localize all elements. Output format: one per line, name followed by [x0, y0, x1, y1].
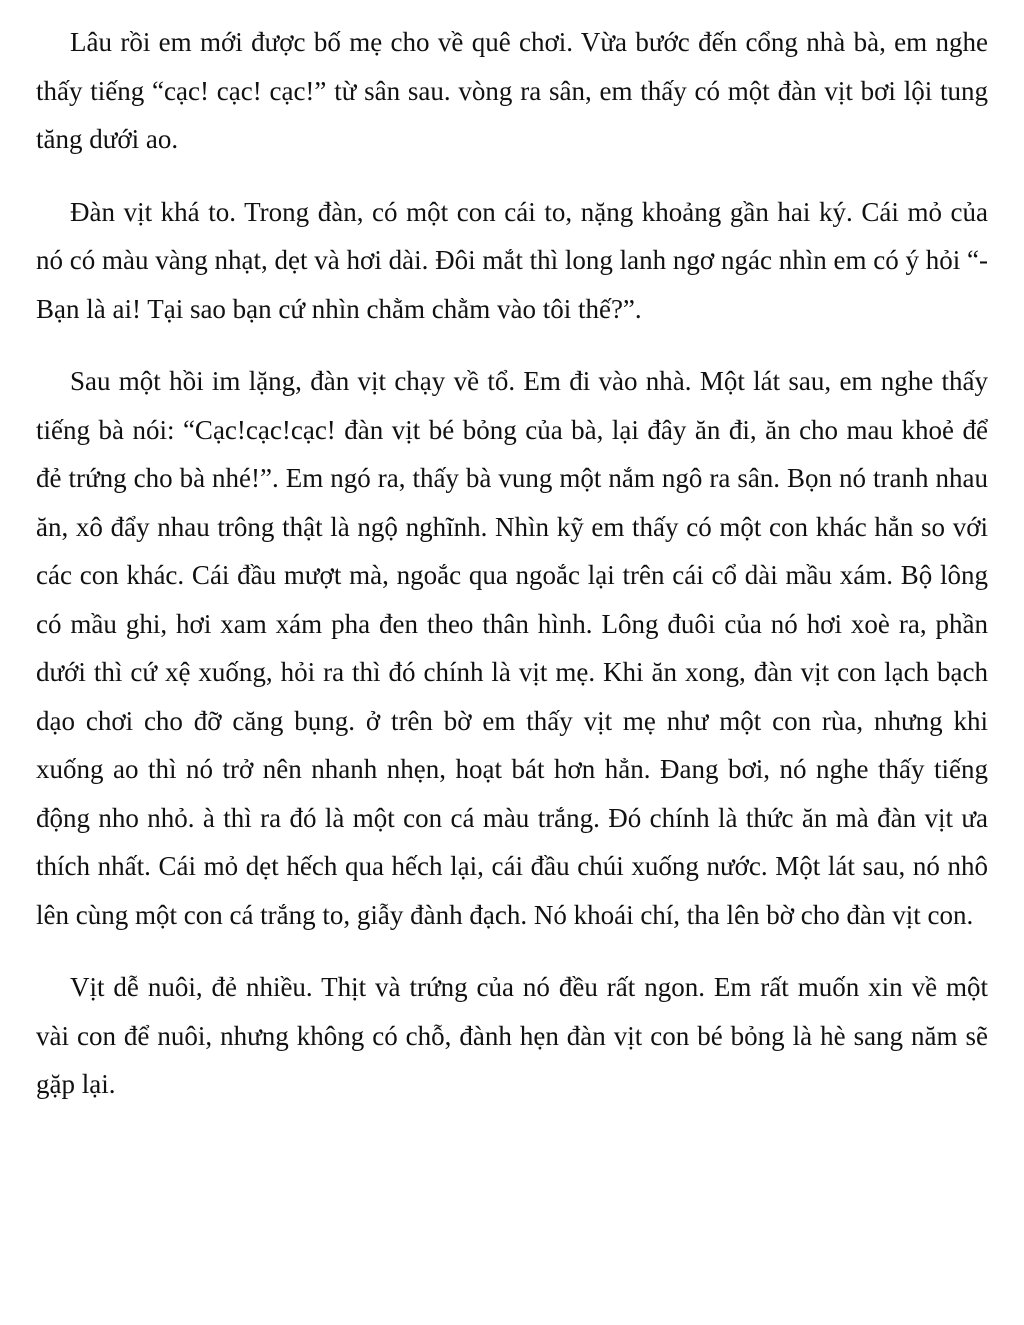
- paragraph-feeding-scene: Sau một hồi im lặng, đàn vịt chạy về tổ. Em đi vào nhà. Một lát sau, em nghe thấy tiếng bà nói: “Cạc!cạc!cạc! đàn vịt bé bỏng của bà, lại đây ăn đi, ăn cho mau khoẻ để đẻ trứng cho bà nhé!”. Em ngó ra, thấy bà vung một nắm ngô ra sân. Bọn nó tranh nhau ăn, xô đẩy nhau trông thật là ngộ nghĩnh. Nhìn kỹ em thấy có một con khác hẳn so với các con khác. Cái đầu mượt mà, ngoắc qua ngoắc lại trên cái cổ dài mầu xám. Bộ lông có mầu ghi, hơi xam xám pha đen theo thân hình. Lông đuôi của nó hơi xoè ra, phần dưới thì cứ xệ xuống, hỏi ra thì đó chính là vịt mẹ. Khi ăn xong, đàn vịt con lạch bạch dạo chơi cho đỡ căng bụng. ở trên bờ em thấy vịt mẹ như một con rùa, nhưng khi xuống ao thì nó trở nên nhanh nhẹn, hoạt bát hơn hẳn. Đang bơi, nó nghe thấy tiếng động nho nhỏ. à thì ra đó là một con cá màu trắng. Đó chính là thức ăn mà đàn vịt ưa thích nhất. Cái mỏ dẹt hếch qua hếch lại, cái đầu chúi xuống nước. Một lát sau, nó nhô lên cùng một con cá trắng to, giẫy đành đạch. Nó khoái chí, tha lên bờ cho đàn vịt con.: [36, 366, 988, 930]
- paragraph-conclusion: Vịt dễ nuôi, đẻ nhiều. Thịt và trứng của nó đều rất ngon. Em rất muốn xin về một vài con để nuôi, nhưng không có chỗ, đành hẹn đàn vịt con bé bỏng là hè sang năm sẽ gặp lại.: [36, 972, 988, 1099]
- paragraph-duck-description: Đàn vịt khá to. Trong đàn, có một con cái to, nặng khoảng gần hai ký. Cái mỏ của nó có màu vàng nhạt, dẹt và hơi dài. Đôi mắt thì long lanh ngơ ngác nhìn em có ý hỏi “- Bạn là ai! Tại sao bạn cứ nhìn chằm chằm vào tôi thế?”.: [36, 196, 988, 324]
- paragraph-intro: Lâu rồi em mới được bố mẹ cho về quê chơi. Vừa bước đến cổng nhà bà, em nghe thấy tiếng “cạc! cạc! cạc!” từ sân sau. vòng ra sân, em thấy có một đàn vịt bơi lội tung tăng dưới ao.: [36, 27, 988, 154]
- document-page: [36, 18, 988, 1133]
